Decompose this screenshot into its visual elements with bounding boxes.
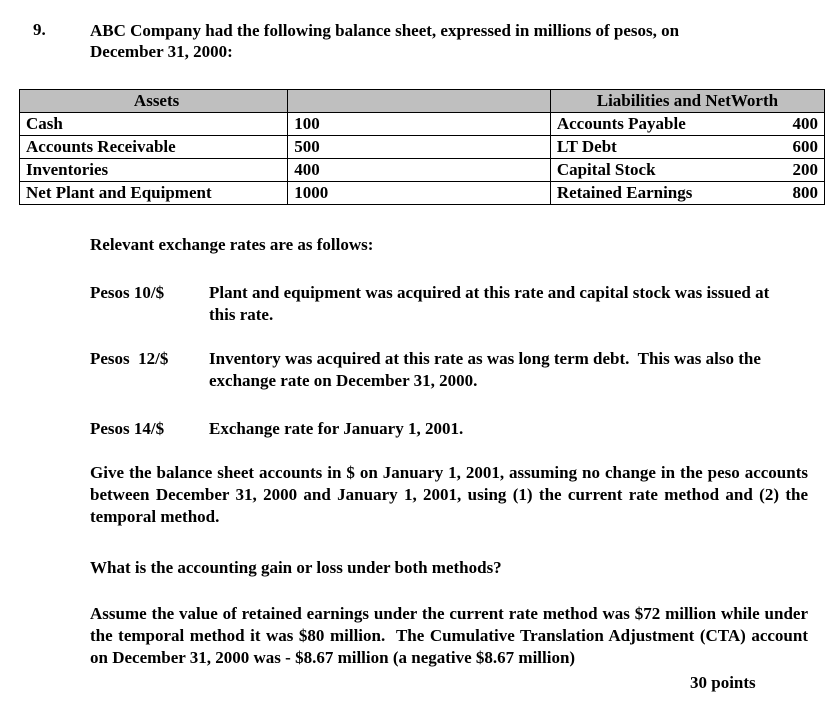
rate-description: Plant and equipment was acquired at this rate and capital stock was issued at this rate. xyxy=(209,283,770,324)
table-row xyxy=(20,113,825,136)
assume-paragraph: Assume the value of retained earnings under the current rate method was $72 million while under the temporal method it was $80 million. The Cumulative Translation Adjustment (CTA) account on December 31, 2000 was - $8.67 million (a negative $8.67 million) xyxy=(90,604,813,667)
liability-cell xyxy=(550,159,824,182)
asset-value: 400 xyxy=(288,159,551,182)
table-header-row xyxy=(20,90,825,113)
asset-value: 500 xyxy=(288,136,551,159)
rate-description: Exchange rate for January 1, 2001. xyxy=(209,419,464,438)
gain-loss-question: What is the accounting gain or loss under both methods? xyxy=(90,558,502,577)
rate-description: Inventory was acquired at this rate as was long term debt. This was also the exchange rate on December 31, 2000. xyxy=(209,349,766,390)
liability-label: Accounts Payable xyxy=(556,114,686,133)
asset-value: 1000 xyxy=(288,182,551,205)
table-row xyxy=(20,159,825,182)
assets-header: Assets xyxy=(20,90,288,113)
points-label: 30 points xyxy=(690,673,756,692)
asset-label: Accounts Receivable xyxy=(20,136,288,159)
liability-cell xyxy=(550,182,824,205)
rate-label: Pesos 10/$ xyxy=(90,283,165,302)
liability-label: Retained Earnings xyxy=(556,183,693,202)
liability-label: LT Debt xyxy=(556,137,617,156)
asset-value: 100 xyxy=(288,113,551,136)
asset-label: Inventories xyxy=(20,159,288,182)
asset-label: Cash xyxy=(20,113,288,136)
liability-value: 200 xyxy=(792,160,818,179)
empty-header xyxy=(288,90,551,113)
liability-cell xyxy=(550,113,824,136)
table-row xyxy=(20,182,825,205)
asset-label: Net Plant and Equipment xyxy=(20,182,288,205)
liability-value: 600 xyxy=(792,137,818,156)
rate-label: Pesos 12/$ xyxy=(90,349,169,368)
liability-value: 400 xyxy=(792,114,818,133)
question-text xyxy=(90,20,679,62)
liabilities-header: Liabilities and NetWorth xyxy=(550,90,824,113)
question-number: 9. xyxy=(33,20,46,39)
rates-intro: Relevant exchange rates are as follows: xyxy=(90,235,374,254)
liability-cell xyxy=(550,136,824,159)
question-line-1: ABC Company had the following balance sheet, expressed in millions of pesos, on xyxy=(90,21,680,40)
liability-label: Capital Stock xyxy=(556,160,656,179)
rate-label: Pesos 14/$ xyxy=(90,419,165,438)
give-paragraph: Give the balance sheet accounts in $ on January 1, 2001, assuming no change in the peso accounts between December 31, 2000 and January 1, 2001, using (1) the current rate method and (2) the temporal method. xyxy=(90,463,808,526)
balance-sheet-table xyxy=(19,89,825,205)
question-line-2: December 31, 2000: xyxy=(90,42,233,61)
liability-value: 800 xyxy=(792,183,818,202)
table-row xyxy=(20,136,825,159)
